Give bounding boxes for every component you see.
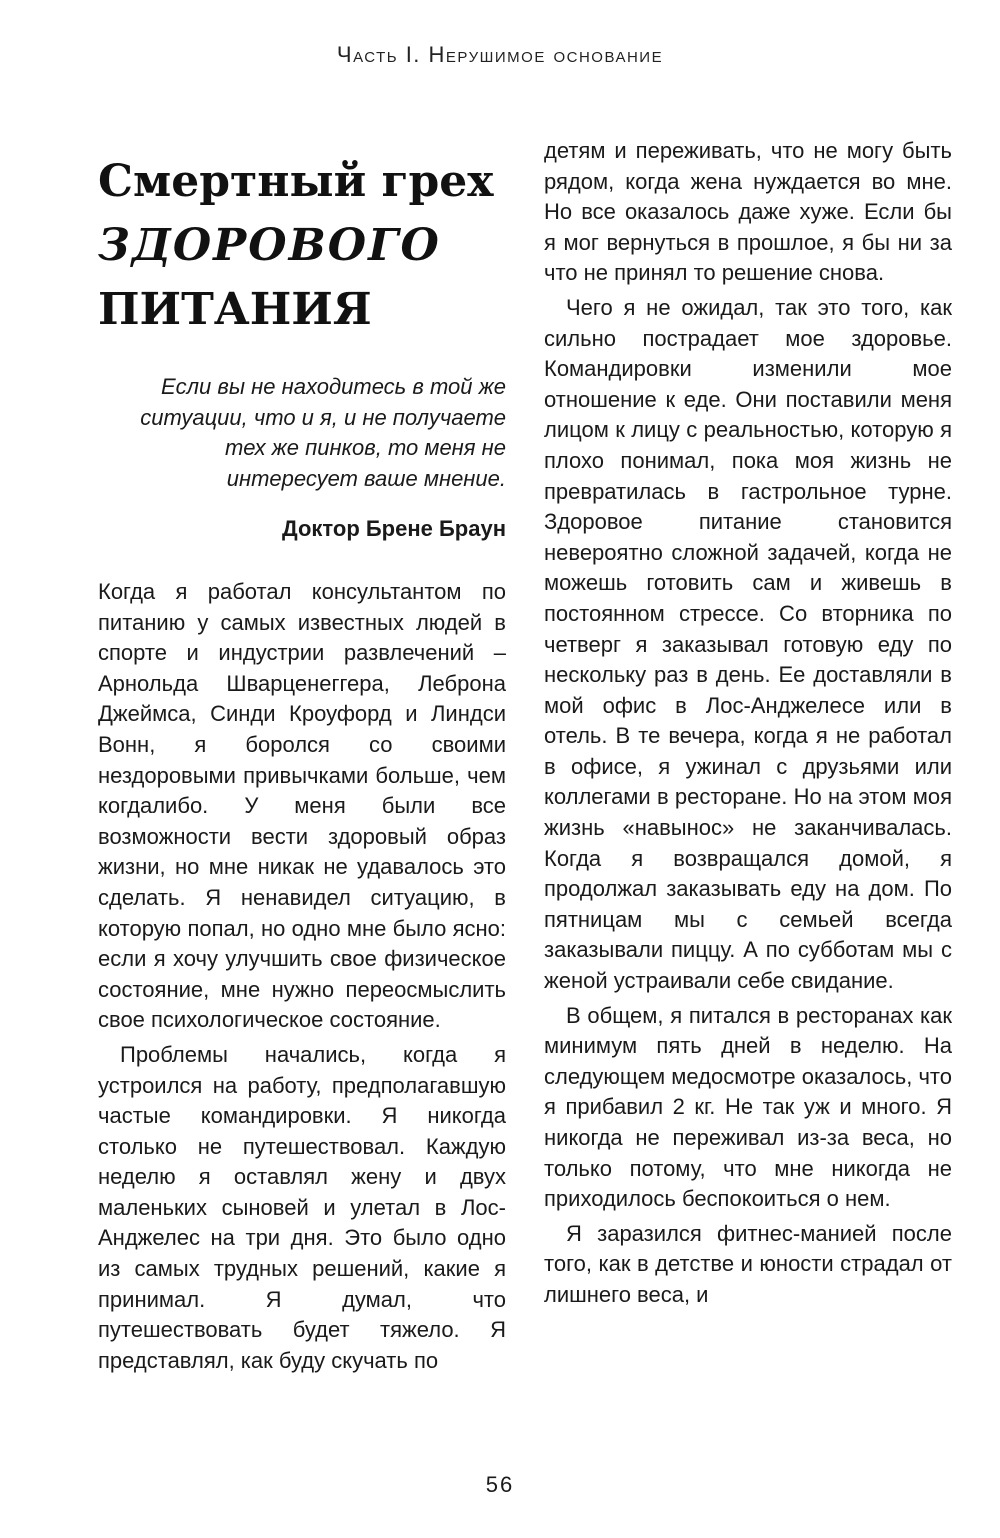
chapter-title-line-1: Смертный грех xyxy=(98,156,494,207)
paragraph: детям и переживать, что не могу быть рядом, когда жена нуждается во мне. Но все оказалось даже хуже. Если бы я мог вернуться в прошлое, я бы ни за что не принял то решение снова. xyxy=(544,138,952,286)
epigraph-author: Доктор Брене Браун xyxy=(282,516,506,541)
paragraph: Я заразился фитнес-манией после того, как в детстве и юности страдал от лишнего веса, и xyxy=(544,1220,952,1307)
paragraph: Проблемы начались, когда я устроился на работу, предполагавшую частые командировки. Я никогда столько не путешествовал. Каждую неделю я оставлял жену и двух маленьких сыновей и улетал в Лос-Анджелес на три дня. Это было одно из самых трудных решений, какие я принимал. Я думал, что путешествовать будет тяжело. Я представлял, как буду скучать по xyxy=(98,1041,506,1373)
page-number: 56 xyxy=(485,1472,515,1497)
chapter-title-line-3: ПИТАНИЯ xyxy=(98,284,372,335)
epigraph: Если вы не находитесь в той же ситуации, что и я, и не получаете тех же пинков, то меня не интересует ваше мнение. xyxy=(140,374,506,491)
paragraph: В общем, я питался в ресторанах как минимум пять дней в неделю. На следующем медосмотре оказалось, что я прибавил 2 кг. Не так уж и много. Я никогда не переживал из-за веса, но только потому, что мне никогда не приходилось беспокоиться о нем. xyxy=(544,1002,952,1212)
left-column xyxy=(98,150,506,1376)
chapter-title-line-2: ЗДОРОВОГО xyxy=(98,220,441,271)
running-head: Часть I. Нерушимое основание xyxy=(336,42,664,67)
paragraph: Чего я не ожидал, так это того, как сильно пострадает мое здоровье. Командировки изменили мое отношение к еде. Они поставили меня лицом к лицу с реальностью, которую я плохо понимал, пока моя жизнь не превратилась в гастрольное турне. Здоровое питание становится невероятно сложной задачей, когда не можешь готовить сам и живешь в постоянном стрессе. Со вторника по четверг я заказывал готовую еду по нескольку раз в день. Ее доставляли в мой офис в Лос-Анджелесе или в отель. В те вечера, когда я не работал в офисе, я ужинал с друзьями или коллегами в ресторане. Но на этом моя жизнь «навынос» не заканчивалась. Когда я возвращался домой, я продолжал заказывать еду на дом. По пятницам мы с семьей всегда заказывали пиццу. А по субботам мы с женой устраивали себе свидание. xyxy=(544,294,952,994)
paragraph: Когда я работал консультантом по питанию у самых известных людей в спорте и индустрии развлечений – Арнольда Шварценеггера, Леброна Джеймса, Синди Кроуфорд и Линдси Вонн, я боролся со своими нездоровыми привычками больше, чем когдалибо. У меня были все возможности вести здоровый образ жизни, но мне никак не удавалось это сделать. Я ненавидел ситуацию, в которую попал, но одно мне было ясно: если я хочу улучшить свое физическое состояние, мне нужно переосмыслить свое психологическое состояние. xyxy=(98,579,506,1033)
right-column xyxy=(544,136,952,1315)
chapter-title xyxy=(98,150,506,342)
